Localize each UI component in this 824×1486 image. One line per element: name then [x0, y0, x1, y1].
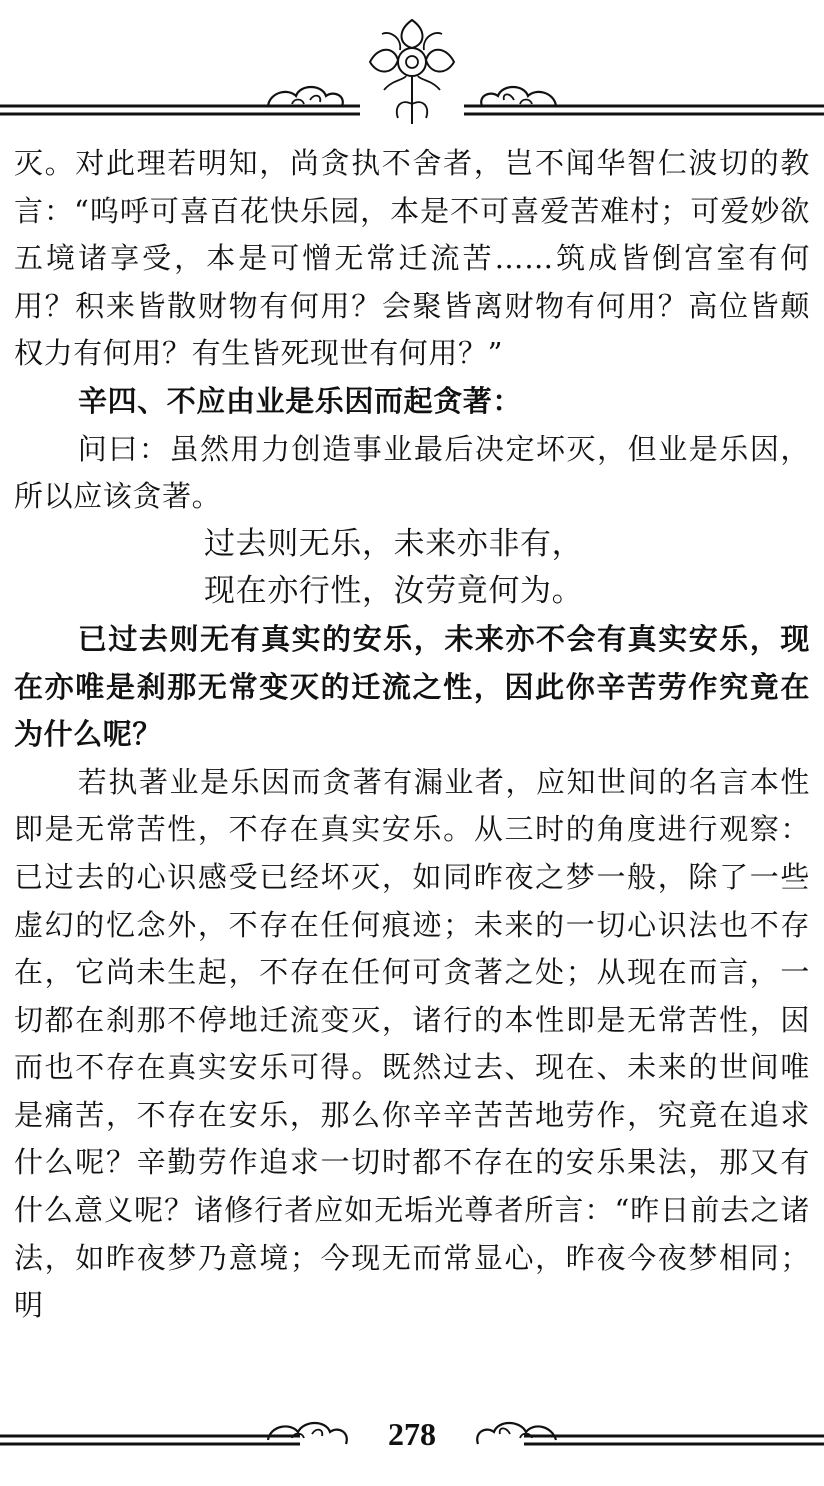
page-number: 278	[388, 1416, 436, 1452]
question-paragraph: 问曰：虽然用力创造事业最后决定坏灭，但业是乐因，所以应该贪著。	[14, 431, 810, 514]
quote-paragraph: 灭。对此理若明知，尚贪执不舍者，岂不闻华智仁波切的教言：“呜呼可喜百花快乐园，本是不可喜爱苦难村；可爱妙欲五境诸享受，本是可憎无常迁流苦……筑成皆倒宫室有何用？积来皆散财物有何用？会聚皆离财物有何用？高位皆颠权力有何用？有生皆死现世有何用？”	[14, 146, 810, 371]
flower-and-cloud-scroll-icon	[0, 0, 824, 135]
verse-explanation: 已过去则无有真实的安乐，未来亦不会有真实安乐，现在亦唯是刹那无常变灭的迁流之性，因此你辛苦劳作究竟在为什么呢？	[14, 621, 810, 752]
verse-line-2: 现在亦行性，汝劳竟何为。	[204, 573, 584, 610]
verse-line-1: 过去则无乐，未来亦非有，	[204, 525, 584, 562]
section-heading: 辛四、不应由业是乐因而起贪著：	[78, 383, 523, 418]
commentary-paragraph: 若执著业是乐因而贪著有漏业者，应知世间的名言本性即是无常苦性，不存在真实安乐。从三时的角度进行观察：已过去的心识感受已经坏灭，如同昨夜之梦一般，除了一些虚幻的忆念外，不存在任何痕迹；未来的一切心识法也不存在，它尚未生起，不存在任何可贪著之处；从现在而言，一切都在刹那不停地迁流变灭，诸行的本性即是无常苦性，因而也不存在真实安乐可得。既然过去、现在、未来的世间唯是痛苦，不存在安乐，那么你辛辛苦苦地劳作，究竟在追求什么呢？辛勤劳作追求一切时都不存在的安乐果法，那又有什么意义呢？诸修行者应如无垢光尊者所言：“昨日前去之诸法，如昨夜梦乃意境；今现无而常显心，昨夜今夜梦相同；明	[14, 764, 810, 1323]
page-content	[14, 140, 810, 1330]
